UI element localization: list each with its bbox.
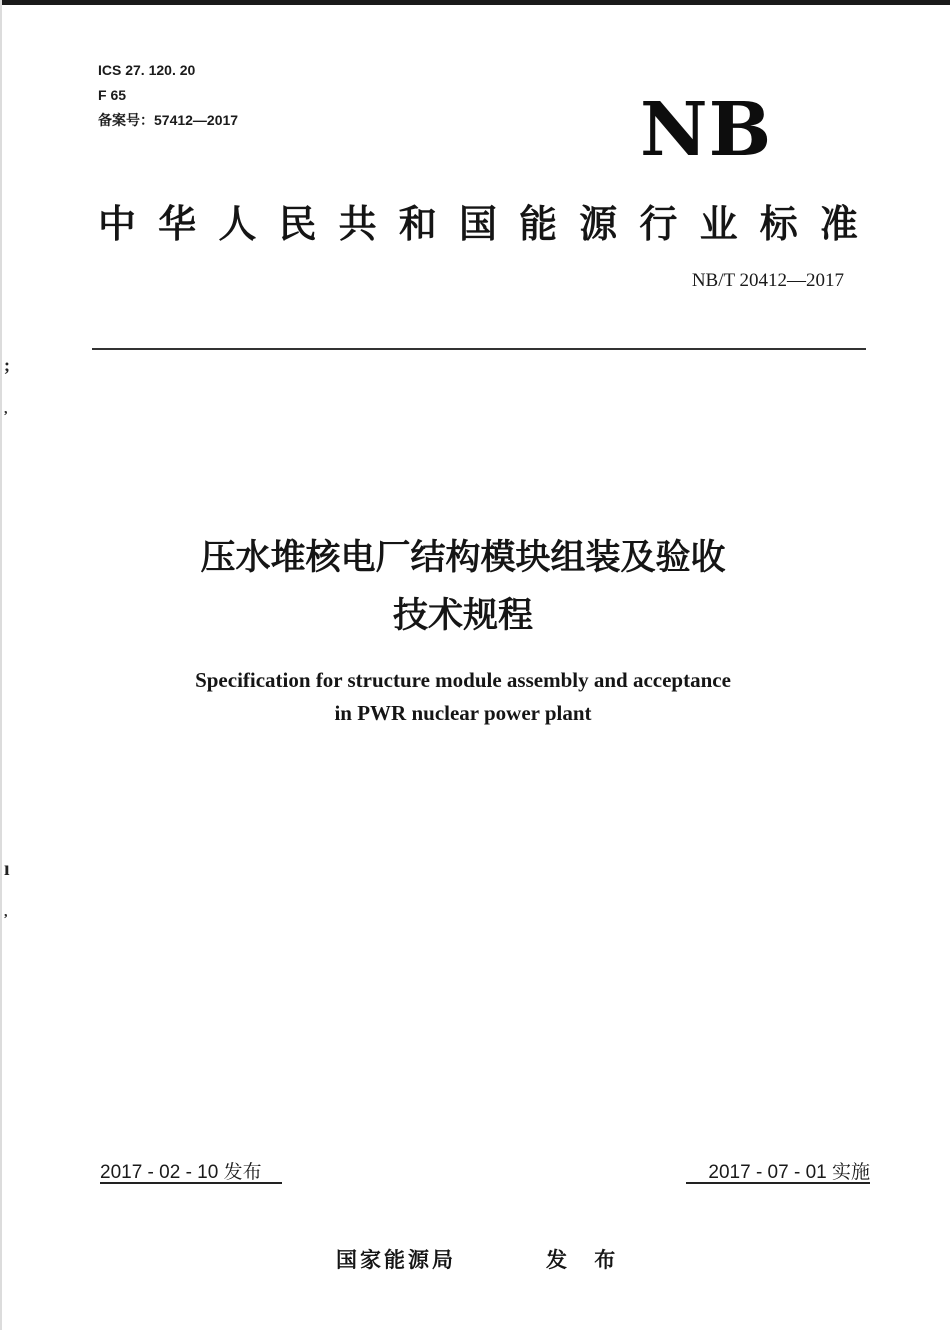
record-number: 备案号：57412—2017 [98, 112, 239, 128]
scan-edge-mark: ı [4, 858, 10, 880]
title-char: 民 [278, 201, 317, 246]
title-char: 准 [819, 201, 858, 246]
scan-top-border [0, 0, 950, 5]
title-char: 共 [338, 201, 377, 246]
title-char: 中 [98, 201, 137, 246]
scan-edge-mark: ; [4, 355, 10, 375]
classification-block [98, 58, 238, 133]
document-title-en-line2: in PWR nuclear power plant [334, 701, 592, 725]
scan-edge-mark: , [4, 402, 8, 417]
title-char: 源 [579, 201, 618, 246]
nb-logo: NB [640, 87, 773, 173]
publish-label: 发 布 [546, 1248, 626, 1272]
title-char: 华 [158, 201, 197, 246]
issuing-authority: 国家能源局 [336, 1248, 456, 1272]
implementation-date: 2017 - 07 - 01 实施 [708, 1162, 870, 1183]
scan-edge-mark: , [4, 905, 8, 920]
class-code: F 65 [98, 87, 127, 103]
title-char: 业 [699, 201, 738, 246]
title-char: 人 [218, 201, 257, 246]
title-char: 能 [519, 201, 558, 246]
standard-category-title [98, 196, 858, 244]
title-char: 国 [458, 201, 497, 246]
title-char: 和 [398, 201, 437, 246]
issue-date-underline [100, 1182, 282, 1184]
document-title-cn-line2: 技术规程 [392, 596, 533, 636]
standard-number: NB/T 20412—2017 [691, 270, 844, 291]
document-title-cn-line1: 压水堆核电厂结构模块组装及验收 [200, 538, 726, 578]
title-char: 行 [639, 201, 678, 246]
header-divider [92, 348, 866, 350]
issue-date: 2017 - 02 - 10 发布 [100, 1162, 262, 1183]
document-title-en-line1: Specification for structure module assembly and acceptance [195, 668, 731, 692]
scan-left-edge [0, 0, 2, 1330]
implementation-date-underline [686, 1182, 870, 1184]
ics-code: ICS 27. 120. 20 [98, 62, 196, 78]
title-char: 标 [759, 201, 798, 246]
